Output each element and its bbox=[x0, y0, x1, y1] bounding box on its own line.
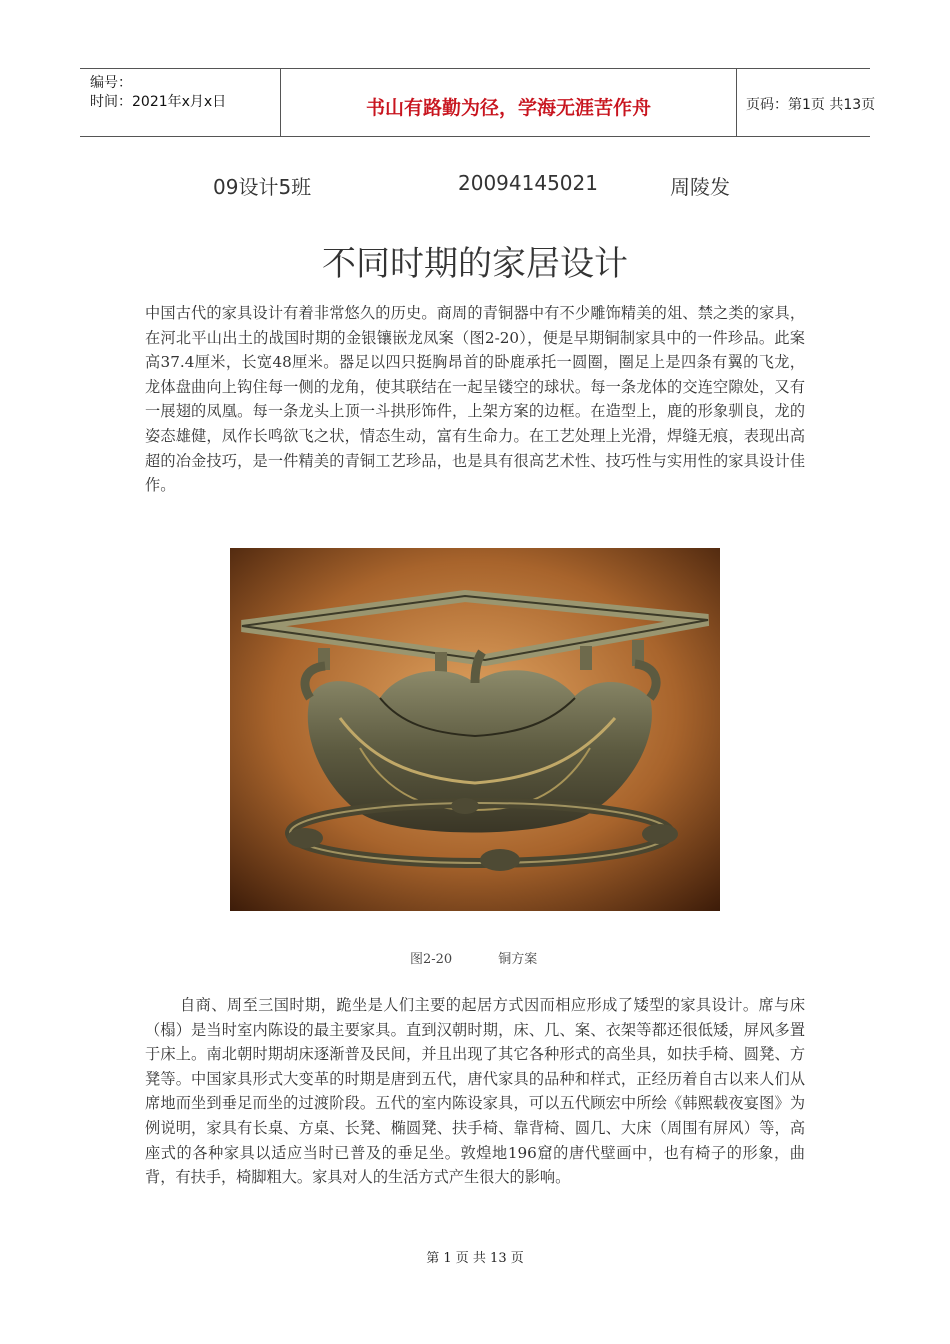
header-motto-cell bbox=[280, 69, 737, 136]
header-page-cell bbox=[736, 69, 876, 136]
bronze-table-photo bbox=[230, 548, 720, 911]
header-meta-cell bbox=[80, 69, 280, 136]
student-id: 20094145021 bbox=[458, 171, 598, 195]
motto: 书山有路勤为径，学海无涯苦作舟 bbox=[365, 97, 651, 119]
figure-title: 铜方案 bbox=[498, 952, 538, 967]
number-label: 编号： bbox=[90, 75, 132, 91]
class-name: 09设计5班 bbox=[213, 175, 312, 199]
page-footer: 第 1 页 共 13 页 bbox=[426, 1251, 524, 1266]
page-info: 页码：第1页 共13页 bbox=[746, 97, 876, 113]
paragraph-1: 中国古代的家具设计有着非常悠久的历史。商周的青铜器中有不少雕饰精美的俎、禁之类的家具，在河北平山出土的战国时期的金银镶嵌龙凤案（图2-20），便是早期铜制家具中的一件珍品。此案高37.4厘米，长宽48厘米。器足以四只挺胸昂首的卧鹿承托一圆圈，圈足上是四条有翼的飞龙，龙体盘曲向上钩住每一侧的龙角，使其联结在一起呈镂空的球状。每一条龙体的交连空隙处，又有一展翅的凤凰。每一条龙头上顶一斗拱形饰件，上架方案的边框。在造型上，鹿的形象驯良，龙的姿态雄健，凤作长鸣欲飞之状，情态生动，富有生命力。在工艺处理上光滑，焊缝无痕，表现出高超的冶金技巧，是一件精美的青铜工艺珍品，也是具有很高艺术性、技巧性与实用性的家具设计佳作。 bbox=[145, 304, 805, 495]
figure-number: 图2-20 bbox=[410, 952, 453, 967]
header-table bbox=[80, 68, 876, 137]
paragraph-2: 自商、周至三国时期，跪坐是人们主要的起居方式因而相应形成了矮型的家具设计。席与床（榻）是当时室内陈设的最主要家具。直到汉朝时期，床、几、案、衣架等都还很低矮，屏风多置于床上。南北朝时期胡床逐渐普及民间，并且出现了其它各种形式的高坐具，如扶手椅、圆凳、方凳等。中国家具形式大变革的时期是唐到五代，唐代家具的品种和样式，正经历着自古以来人们从席地而坐到垂足而坐的过渡阶段。五代的室内陈设家具，可以五代顾宏中所绘《韩熙载夜宴图》为例说明，家具有长桌、方桌、长凳、椭圆凳、扶手椅、靠背椅、圆几、大床（周围有屏风）等，高座式的各种家具以适应当时已普及的垂足坐。敦煌地196窟的唐代壁画中，也有椅子的形象，曲背，有扶手，椅脚粗大。家具对人的生活方式产生很大的影响。 bbox=[145, 996, 805, 1187]
author-name: 周陵发 bbox=[670, 175, 730, 199]
figure-caption bbox=[410, 948, 537, 967]
document-title: 不同时期的家居设计 bbox=[322, 244, 628, 284]
date-label: 时间：2021年x月x日 bbox=[90, 94, 227, 110]
